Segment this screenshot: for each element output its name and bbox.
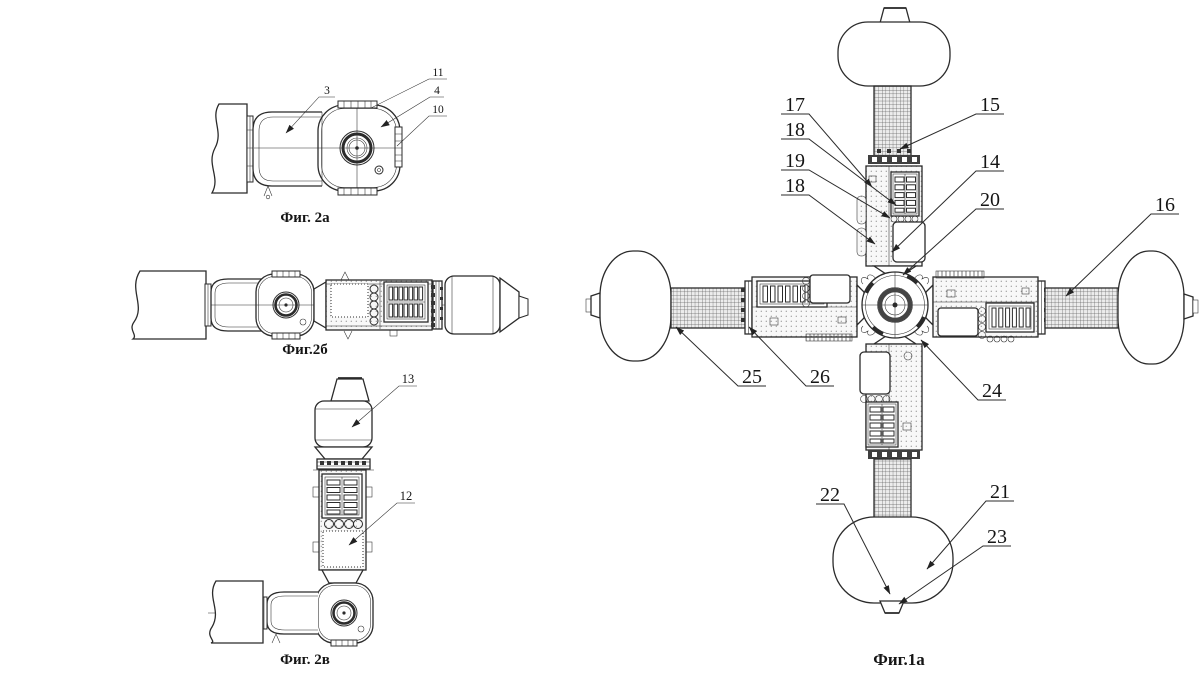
- fig2v-radiator-panel: [322, 474, 362, 518]
- fig2b-assembly-drawing: [132, 271, 528, 358]
- fig2a-station-cylinder-break: [212, 104, 247, 193]
- part-number: 11: [432, 67, 444, 79]
- fig2a-flange: [247, 116, 253, 182]
- fig1a-station-drawing: [586, 8, 1198, 669]
- fig2v-caption: Фиг. 2в: [280, 652, 330, 668]
- fig1a-right-balloon: [1118, 251, 1184, 364]
- fig1a-top-balloon: [838, 22, 950, 86]
- fig2b-caption: Фиг.2б: [282, 342, 328, 358]
- fig1a-left-white-box: [810, 275, 850, 303]
- part-number: 21: [990, 481, 1010, 503]
- fig1a-right-arm: [926, 251, 1198, 364]
- fig1a-right-ladder-strip: [936, 271, 984, 278]
- fig1a-right-truss: [1045, 288, 1118, 328]
- part-number: 13: [401, 372, 415, 386]
- fig2v-assembly-drawing: [208, 372, 417, 668]
- fig1a-right-nub: [1184, 294, 1193, 319]
- part-number: 18: [785, 175, 805, 197]
- part-number: 15: [980, 94, 1000, 116]
- part-number: 24: [982, 380, 1002, 402]
- fig1a-left-nub: [591, 293, 600, 318]
- fig1a-bottom-arm: [833, 336, 953, 613]
- fig1a-bottom-truss-flange: [868, 450, 920, 459]
- fig2b-flange: [205, 284, 211, 326]
- fig2v-tunnel: [267, 592, 318, 643]
- fig2v-spacecraft: [315, 378, 372, 459]
- fig1a-caption: Фиг.1а: [873, 650, 925, 669]
- fig1a-top-nub: [880, 8, 910, 23]
- fig1a-bottom-white-box: [860, 352, 890, 394]
- fig2a-label-10: [397, 104, 447, 146]
- fig1a-left-ladder-strip: [806, 334, 852, 341]
- part-number: 19: [785, 150, 805, 172]
- fig1a-bottom-module: [860, 344, 922, 450]
- fig2b-spacecraft: [445, 276, 528, 334]
- part-number: 23: [987, 526, 1007, 548]
- fig2a-module-drawing: [212, 67, 447, 226]
- part-number: 22: [820, 484, 840, 506]
- fig1a-label-15: [900, 94, 1004, 149]
- fig1a-right-white-box: [938, 308, 978, 336]
- fig1a-central-node: [854, 264, 935, 345]
- fig2b-station-cylinder-break: [132, 271, 206, 339]
- fig2b-docking-ring: [431, 281, 443, 329]
- fig2v-docking-ring: [313, 459, 374, 470]
- fig2b-lab-module: [326, 272, 432, 339]
- fig2b-adapter-cone: [314, 282, 326, 328]
- fig2b-white-panel: [331, 284, 368, 317]
- fig2v-adapter-cone: [322, 570, 363, 583]
- fig2v-station-cylinder-break: [210, 581, 263, 643]
- fig1a-right-radiator-panel: [986, 303, 1034, 332]
- part-number: 20: [980, 189, 1000, 211]
- fig2b-radiator-panel: [384, 282, 428, 322]
- fig1a-bottom-radiator-panel: [866, 402, 898, 447]
- part-number: 18: [785, 119, 805, 141]
- fig2a-tunnel: [253, 112, 322, 199]
- fig2v-white-panel: [323, 531, 363, 567]
- part-number: 4: [434, 85, 440, 97]
- fig1a-left-arm: [586, 251, 864, 361]
- fig2v-lab-module: [313, 470, 372, 570]
- part-number: 16: [1155, 194, 1175, 216]
- fig1a-left-truss: [671, 288, 745, 328]
- fig1a-left-balloon: [600, 251, 671, 361]
- fig2a-caption: Фиг. 2а: [280, 210, 330, 226]
- fig1a-label-24: [921, 340, 1006, 402]
- part-number: 3: [324, 85, 330, 97]
- fig1a-right-module: [933, 271, 1038, 342]
- patent-drawing: [132, 8, 1198, 669]
- fig2v-node-module: [316, 583, 373, 646]
- fig1a-left-module: [752, 275, 857, 341]
- part-number: 26: [810, 366, 830, 388]
- fig1a-top-radiator-panel: [891, 172, 919, 216]
- fig1a-top-arm: [838, 8, 950, 274]
- part-number: 14: [980, 151, 1000, 173]
- part-number: 17: [785, 94, 805, 116]
- part-number: 12: [399, 489, 413, 503]
- part-number: 10: [432, 104, 444, 116]
- part-number: 25: [742, 366, 762, 388]
- fig1a-top-white-box: [893, 222, 925, 262]
